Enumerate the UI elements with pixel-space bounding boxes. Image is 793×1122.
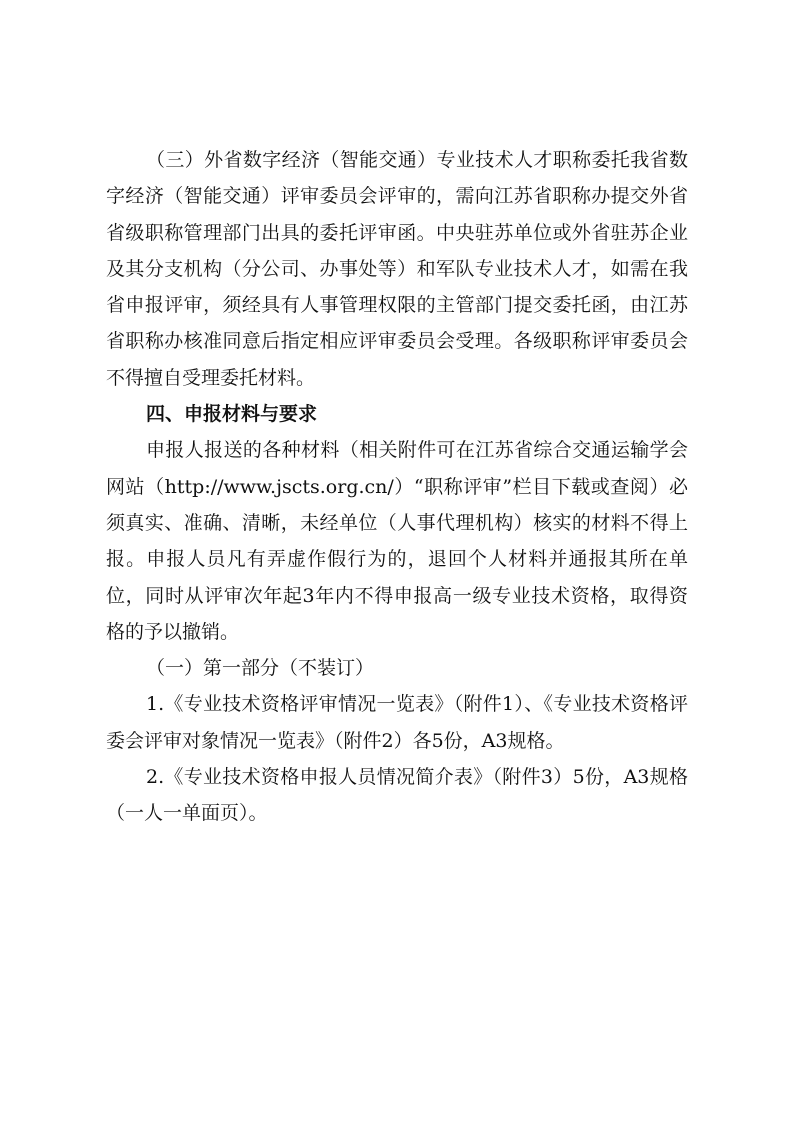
section-heading-materials: 四、申报材料与要求: [146, 403, 318, 426]
subsection-part-one: （一）第一部分（不装订）: [146, 657, 375, 680]
paragraph-materials-requirements: 申报人报送的各种材料（相关附件可在江苏省综合交通运输学会网站（http://www.jscts.org.cn/）“职称评审”栏目下载或查阅）必须真实、准确、清晰，未经单位（人事代理机构）核实的材料不得上报。申报人员凡有弄虚作假行为的，退回个人材料并通报其所在单位，同时从评审次年起3年内不得申报高一级专业技术资格，取得资格的予以撤销。: [106, 439, 688, 643]
list-item-2: 2.《专业技术资格申报人员情况简介表》（附件3）5份，A3规格（一人一单面页）。: [106, 766, 688, 825]
list-item-1: 1.《专业技术资格评审情况一览表》（附件1）、《专业技术资格评委会评审对象情况一览表》（附件2）各5份，A3规格。: [106, 693, 688, 752]
paragraph-entrusted-review: （三）外省数字经济（智能交通）专业技术人才职称委托我省数字经济（智能交通）评审委员会评审的，需向江苏省职称办提交外省省级职称管理部门出具的委托评审函。中央驻苏单位或外省驻苏企业及其分支机构（分公司、办事处等）和军队专业技术人才，如需在我省申报评审，须经具有人事管理权限的主管部门提交委托函，由江苏省职称办核准同意后指定相应评审委员会受理。各级职称评审委员会不得擅自受理委托材料。: [106, 149, 688, 389]
document-body: [106, 142, 688, 832]
